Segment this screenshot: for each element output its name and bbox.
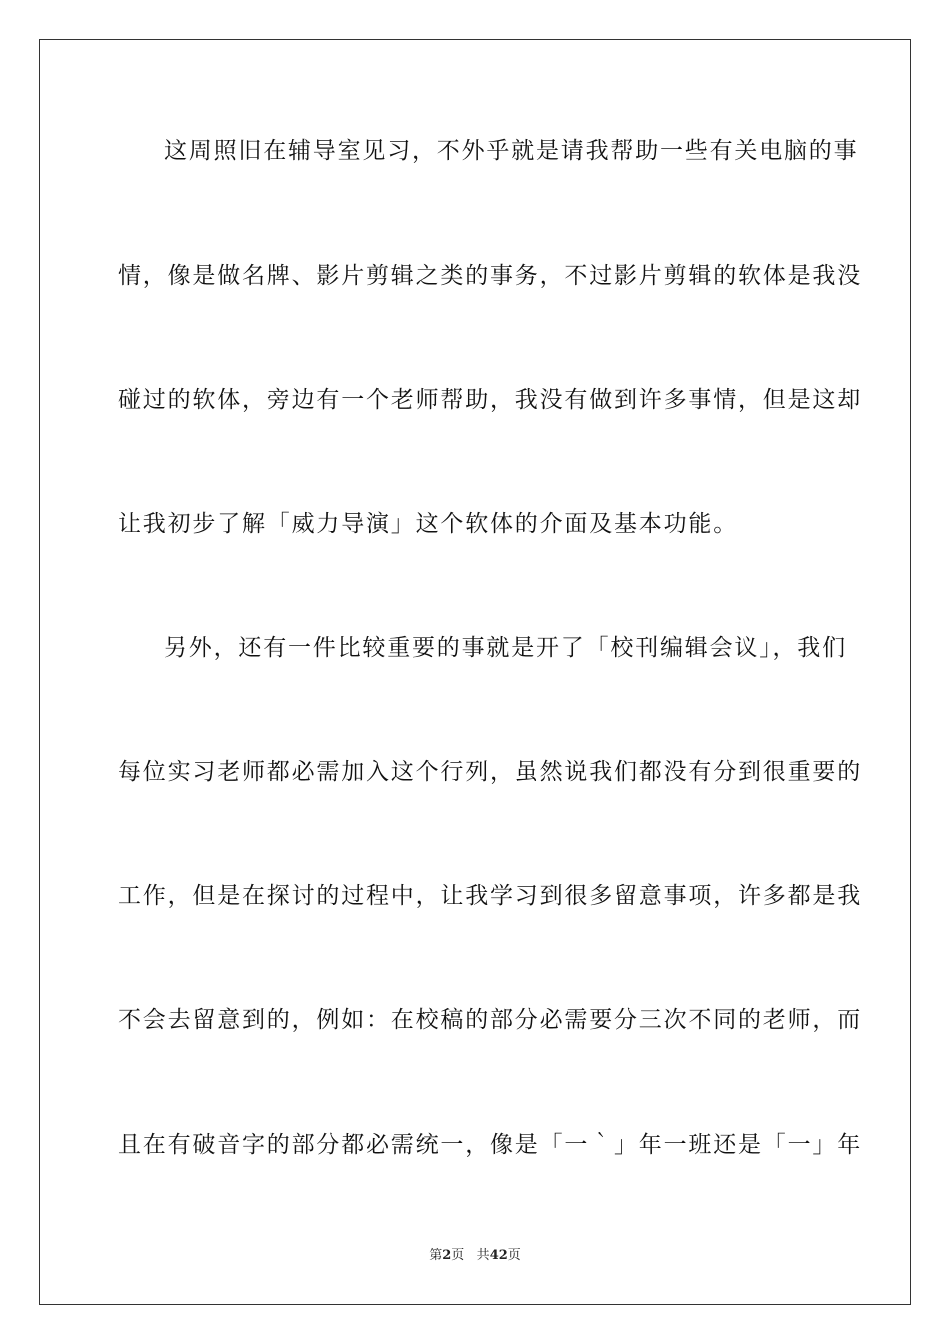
paragraph-2-line-5: 且在有破音字的部分都必需统一，像是「一｀」年一班还是「一」年 — [118, 1132, 862, 1158]
page-footer — [0, 1247, 950, 1265]
footer-total-pages: 42 — [489, 1248, 508, 1263]
paragraph-2-line-3: 工作，但是在探讨的过程中，让我学习到很多留意事项，许多都是我 — [118, 883, 862, 909]
paragraph-1-line-4: 让我初步了解「威力导演」这个软体的介面及基本功能。 — [118, 511, 738, 537]
paragraph-1-line-1: 这周照旧在辅导室见习，不外乎就是请我帮助一些有关电脑的事 — [164, 138, 859, 164]
footer-page-unit: 页 — [451, 1248, 465, 1263]
footer-prefix: 第 — [429, 1248, 443, 1263]
paragraph-2-line-2: 每位实习老师都必需加入这个行列，虽然说我们都没有分到很重要的 — [118, 759, 862, 785]
paragraph-1-line-3: 碰过的软体，旁边有一个老师帮助，我没有做到许多事情，但是这却 — [118, 387, 862, 413]
page-border — [39, 39, 911, 1305]
footer-page-number: 2 — [442, 1248, 452, 1263]
footer-total-prefix: 共 — [476, 1248, 490, 1263]
footer-total-unit: 页 — [507, 1248, 521, 1263]
paragraph-2-line-1: 另外，还有一件比较重要的事就是开了「校刊编辑会议」，我们 — [164, 635, 847, 661]
paragraph-1-line-2: 情，像是做名牌、影片剪辑之类的事务，不过影片剪辑的软体是我没 — [118, 263, 862, 289]
paragraph-2-line-4: 不会去留意到的，例如：在校稿的部分必需要分三次不同的老师，而 — [118, 1007, 862, 1033]
